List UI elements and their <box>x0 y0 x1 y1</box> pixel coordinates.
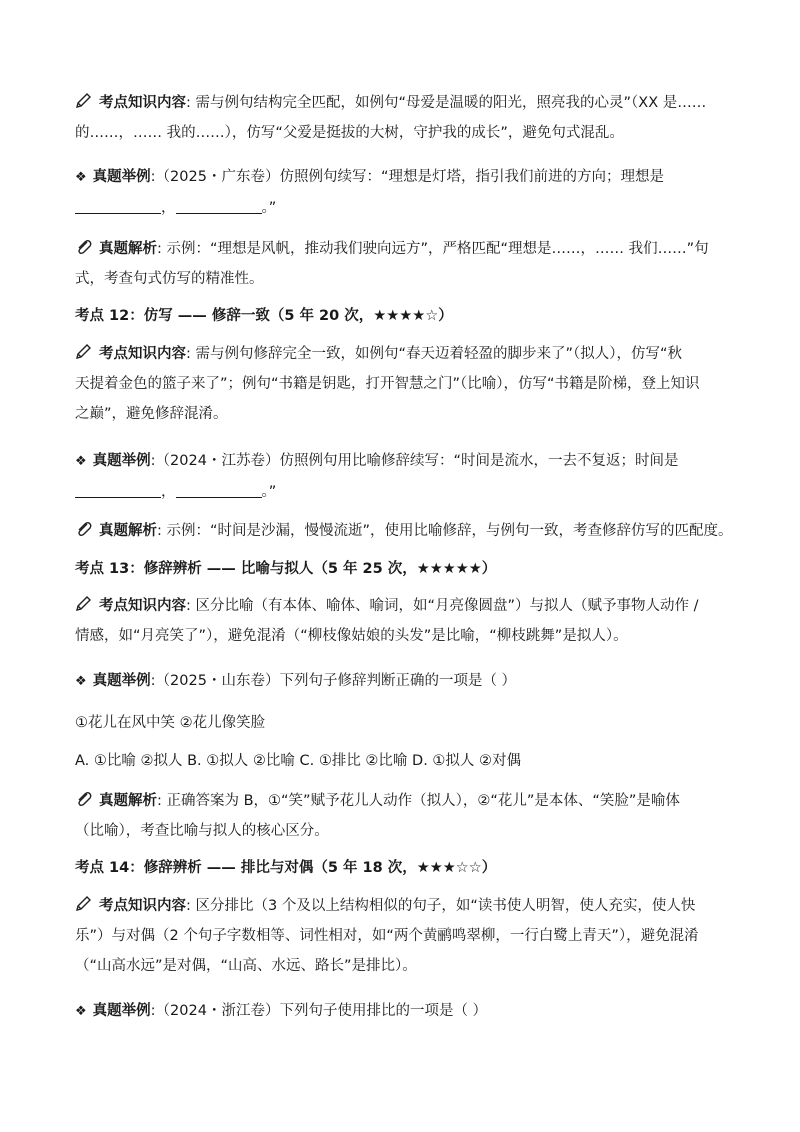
answer-blank <box>176 481 262 498</box>
diamond-bullet-icon: ❖ <box>75 170 87 185</box>
analysis-text: : 示例：“理想是风帆，推动我们驶向远方”，严格匹配“理想是……，…… 我们……”句 <box>157 241 709 257</box>
pencil-icon <box>75 344 93 360</box>
analysis-block-13 <box>75 786 735 846</box>
analysis-text: （比喻），考查比喻与拟人的核心区分。 <box>75 823 329 839</box>
answer-options: A. ①比喻 ②拟人 B. ①拟人 ②比喻 C. ①排比 ②比喻 D. ①拟人 ②对偶 <box>75 753 522 769</box>
knowledge-block-12 <box>75 339 735 429</box>
paperclip-icon <box>75 239 93 255</box>
analysis-block-12 <box>75 516 735 546</box>
knowledge-text: : 区分比喻（有本体、喻体、喻词，如“月亮像圆盘”）与拟人（赋予事物人动作 / <box>186 598 699 614</box>
section-heading-12: 考点 12：仿写 —— 修辞一致（5 年 20 次，★★★★☆） <box>75 308 453 324</box>
answer-blank <box>176 197 262 214</box>
knowledge-label: 考点知识内容 <box>99 598 186 614</box>
pencil-icon <box>75 896 93 912</box>
knowledge-text: 情感，如“月亮笑了”），避免混淆（“柳枝像姑娘的头发”是比喻，“柳枝跳舞”是拟人）。 <box>75 628 628 644</box>
example-text: :（2025・山东卷）下列句子修辞判断正确的一项是（ ） <box>150 673 517 689</box>
example-block-11 <box>75 162 735 223</box>
section-heading-13: 考点 13：修辞辨析 —— 比喻与拟人（5 年 25 次，★★★★★） <box>75 561 497 577</box>
analysis-text: 式，考查句式仿写的精准性。 <box>75 271 264 287</box>
analysis-block-11 <box>75 234 735 294</box>
example-block-12 <box>75 446 735 507</box>
diamond-bullet-icon: ❖ <box>75 674 87 689</box>
example-block-14 <box>75 996 735 1027</box>
sentence-items: ①花儿在风中笑 ②花儿像笑脸 <box>75 715 266 731</box>
knowledge-label: 考点知识内容 <box>99 346 186 362</box>
knowledge-text: 的……，…… 我的……），仿写“父爱是挺拔的大树，守护我的成长”，避免句式混乱。 <box>75 125 624 141</box>
example-text: :（2025・广东卷）仿照例句续写：“理想是灯塔，指引我们前进的方向；理想是 <box>150 169 664 185</box>
example-block-13 <box>75 666 735 697</box>
section-heading-14: 考点 14：修辞辨析 —— 排比与对偶（5 年 18 次，★★★☆☆） <box>75 860 497 876</box>
knowledge-label: 考点知识内容 <box>99 898 186 914</box>
knowledge-block-13 <box>75 591 735 651</box>
analysis-text: : 示例：“时间是沙漏，慢慢流逝”，使用比喻修辞，与例句一致，考查修辞仿写的匹配度。 <box>157 523 733 539</box>
example-label: 真题举例 <box>92 673 151 689</box>
pencil-icon <box>75 93 93 109</box>
sentence-items-13 <box>75 708 735 738</box>
example-label: 真题举例 <box>92 1003 151 1019</box>
example-label: 真题举例 <box>92 169 151 185</box>
knowledge-text: 天提着金色的篮子来了”；例句“书籍是钥匙，打开智慧之门”（比喻），仿写“书籍是阶梯，登上知识 <box>75 376 700 392</box>
analysis-label: 真题解析 <box>99 523 157 539</box>
analysis-label: 真题解析 <box>99 793 157 809</box>
example-text: :（2024・江苏卷）仿照例句用比喻修辞续写：“时间是流水，一去不复返；时间是 <box>150 453 679 469</box>
knowledge-text: （“山高水远”是对偶，“山高、水远、路长”是排比）。 <box>75 958 417 974</box>
knowledge-block-11 <box>75 88 735 148</box>
knowledge-text: : 需与例句结构完全匹配，如例句“母爱是温暖的阳光，照亮我的心灵”（XX 是…… <box>186 95 707 111</box>
paperclip-icon <box>75 791 93 807</box>
answer-blank <box>75 197 161 214</box>
analysis-text: : 正确答案为 B，①“笑”赋予花儿人动作（拟人），②“花儿”是本体、“笑脸”是喻体 <box>157 793 680 809</box>
separator-text: ， <box>161 200 176 216</box>
options-13 <box>75 746 735 776</box>
analysis-label: 真题解析 <box>99 241 157 257</box>
knowledge-text: : 需与例句修辞完全一致，如例句“春天迈着轻盈的脚步来了”（拟人），仿写“秋 <box>186 346 683 362</box>
knowledge-label: 考点知识内容 <box>99 95 186 111</box>
knowledge-block-14 <box>75 891 735 981</box>
knowledge-text: : 区分排比（3 个及以上结构相似的句子，如“读书使人明智，使人充实，使人快 <box>186 898 696 914</box>
example-label: 真题举例 <box>92 453 151 469</box>
pencil-icon <box>75 596 93 612</box>
answer-blank <box>75 481 161 498</box>
knowledge-text: 之巅”，避免修辞混淆。 <box>75 406 228 422</box>
quote-end-text: 。” <box>261 484 277 500</box>
diamond-bullet-icon: ❖ <box>75 1004 87 1019</box>
paperclip-icon <box>75 521 93 537</box>
example-text: :（2024・浙江卷）下列句子使用排比的一项是（ ） <box>150 1003 488 1019</box>
quote-end-text: 。” <box>261 200 277 216</box>
diamond-bullet-icon: ❖ <box>75 454 87 469</box>
separator-text: ， <box>161 484 176 500</box>
knowledge-text: 乐”）与对偶（2 个句子字数相等、词性相对，如“两个黄鹂鸣翠柳，一行白鹭上青天”），避免混淆 <box>75 928 699 944</box>
